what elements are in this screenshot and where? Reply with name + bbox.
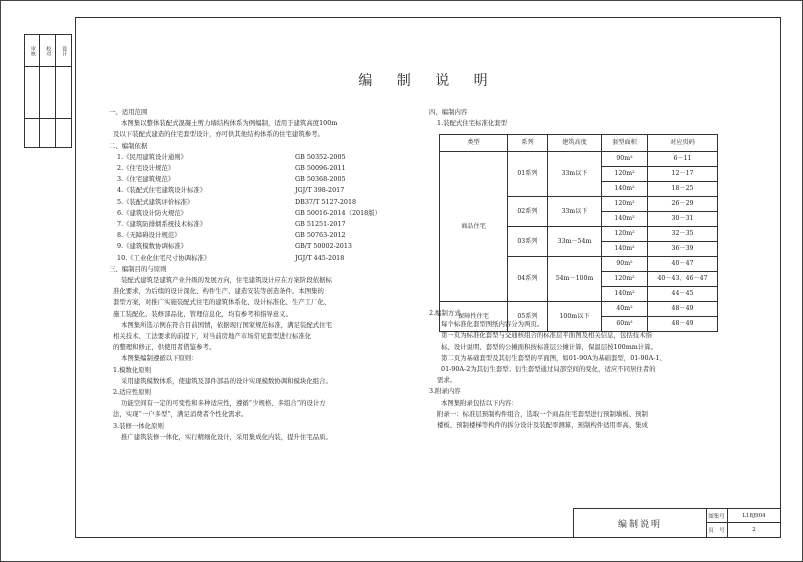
table-row: [440, 152, 718, 167]
area-cell: 120m²: [602, 167, 648, 182]
pages-cell: 40－47: [648, 257, 718, 272]
sub-heading: 3.附录内容: [429, 387, 461, 396]
area-cell: 120m²: [602, 197, 648, 212]
table-header-cell: 系列: [508, 135, 548, 152]
standard-name: 10.《工业化住宅尺寸协调标准》: [117, 253, 211, 262]
series-cell: 02系列: [508, 197, 548, 227]
section-heading: 二、编制依据: [109, 141, 148, 150]
side-cell: 审核: [25, 35, 40, 67]
area-cell: 120m²: [602, 272, 648, 287]
standard-code: GB/T 50002-2013: [295, 242, 353, 251]
standard-name: 5.《装配式建筑评价标准》: [117, 197, 194, 206]
standard-item: [109, 163, 419, 174]
standard-code: GB 50096-2011: [295, 164, 346, 173]
area-cell: 140m²: [602, 242, 648, 257]
height-cell: 33m以下: [548, 152, 602, 197]
text-line: 相关技术、工法要求的前提下，对当前房地产市场常见套型进行标准化: [113, 332, 312, 341]
standard-code: GB 50763-2012: [295, 231, 346, 240]
area-cell: 140m²: [602, 287, 648, 302]
table-header-cell: 建筑高度: [548, 135, 602, 152]
text-line: 本图集以整体装配式混凝土剪力墙结构体系为例编制，适用于建筑高度100m: [121, 119, 338, 128]
right-column-lower: [429, 308, 774, 431]
side-cell: [25, 119, 40, 147]
title-block-name: 编制说明: [574, 509, 707, 537]
page-label: 页 号: [706, 523, 728, 537]
area-cell: 60m²: [602, 317, 648, 332]
standard-name: 1.《民用建筑设计通则》: [117, 152, 188, 161]
standard-item: [109, 219, 419, 230]
side-cell: [56, 67, 71, 119]
standards-list: [109, 152, 419, 264]
standard-code: JGJ/T 445-2018: [295, 253, 345, 262]
text-line: 功能空间有一定的可变性和多种适应性，遵循“少规格、多组合”的设计方: [121, 399, 326, 408]
type-cell: 保障性住宅: [440, 302, 508, 332]
standard-name: 3.《住宅建筑规范》: [117, 175, 175, 184]
table-header-cell: 对应页码: [648, 135, 718, 152]
side-cell: [25, 67, 40, 119]
area-cell: 90m²: [602, 152, 648, 167]
height-cell: 33m－54m: [548, 227, 602, 257]
title-block-grid: [706, 509, 780, 537]
standard-name: 4.《装配式住宅建筑设计标准》: [117, 186, 207, 195]
standard-name: 9.《建筑模数协调标准》: [117, 242, 188, 251]
text-line: 需求。: [437, 376, 457, 385]
text-line: 第二页为基础套型及其衍生套型的平面图，如01-90A为基础套型，01-90A-1、: [441, 353, 666, 362]
left-column: [109, 107, 419, 443]
section-heading: 四、编制内容: [429, 108, 468, 116]
side-cell: 校对: [40, 35, 55, 67]
pages-cell: 48－49: [648, 317, 718, 332]
principles-text: [109, 275, 419, 443]
text-line: 准化要求，为后续的设计深化、构件生产、建造安装等创造条件。本图集的: [113, 287, 324, 296]
height-cell: 100m以下: [548, 302, 602, 332]
pages-cell: 36－39: [648, 242, 718, 257]
standard-item: [109, 185, 419, 196]
pages-cell: 6－11: [648, 152, 718, 167]
atlas-number: L18J904: [728, 509, 780, 523]
text-line: 的整理和修正，供使用者借鉴参考。: [113, 343, 216, 352]
side-cell: [40, 67, 55, 119]
pages-cell: 18－25: [648, 182, 718, 197]
page-number: 2: [752, 527, 756, 533]
text-line: 推广建筑装修一体化，实行精细化设计，采用集成化内装，提升住宅品质。: [121, 432, 332, 441]
text-line: 及以下装配式建造的住宅套型设计，亦可供其他结构体系的住宅建筑参考。: [113, 130, 324, 139]
standard-item: [109, 241, 419, 252]
standard-code: GB 50016-2014（2018版）: [295, 208, 382, 217]
appendix-text: [429, 398, 774, 432]
text-line: 每个标准化套型图纸内容分为两页。: [441, 320, 544, 329]
text-line: 施工装配化、装修部品化、管理信息化，均有参考和指导意义。: [113, 309, 292, 318]
height-cell: 54m－100m: [548, 257, 602, 302]
standard-name: 2.《住宅设计规范》: [117, 164, 175, 173]
pages-cell: 48－49: [648, 302, 718, 317]
sub-heading: 1.装配式住宅标准化套型: [437, 119, 508, 128]
standard-item: [109, 197, 419, 208]
standard-code: JGJ/T 398-2017: [295, 186, 345, 195]
atlas-label: 图集号: [706, 509, 728, 523]
area-cell: 140m²: [602, 182, 648, 197]
type-cell: 商品住宅: [440, 152, 508, 302]
sub-heading: 2.编制方式: [429, 309, 461, 317]
side-cell: 设计: [56, 35, 71, 67]
text-line: 本图集附录包括以下内容：: [441, 398, 518, 407]
pages-cell: 30－31: [648, 212, 718, 227]
right-column: [429, 107, 774, 129]
area-cell: 40m²: [602, 302, 648, 317]
pages-cell: 26－29: [648, 197, 718, 212]
standard-name: 8.《无障碍设计规范》: [117, 231, 181, 240]
text-line: 1.模数化原则: [113, 365, 152, 374]
approval-side-table: [24, 34, 72, 148]
pages-cell: 32－35: [648, 227, 718, 242]
text-line: 本图集所选示例在符合目前国情，依据现行国家规范标准，满足装配式住宅: [121, 320, 332, 329]
text-line: 套型方案，对推广实施装配式住宅的建筑体系化、设计标准化、生产工厂化、: [113, 298, 331, 307]
pages-cell: 44－45: [648, 287, 718, 302]
text-line: 第一页为标准化套型与交通核组合的标准层平面图及相关信息，包括技术指: [441, 331, 652, 340]
standard-code: DB37/T 5127-2018: [295, 197, 357, 206]
standard-item: [109, 253, 419, 264]
text-line: 3.装修一体化原则: [113, 421, 164, 430]
area-cell: 140m²: [602, 212, 648, 227]
height-cell: 33m以下: [548, 197, 602, 227]
text-line: 本图集编制遵循以下原则：: [121, 354, 198, 363]
section-heading: 一、适用范围: [109, 108, 148, 116]
standard-code: GB 51251-2017: [295, 220, 346, 229]
standard-code: GB 50352-2005: [295, 152, 346, 161]
section-heading: 三、编制目的与原则: [109, 264, 167, 273]
series-cell: 05系列: [508, 302, 548, 332]
pages-cell: 40－43、46－47: [648, 272, 718, 287]
standard-name: 6.《建筑设计防火规范》: [117, 208, 188, 217]
text-line: 楼板、预制楼梯等构件的拆分设计及装配率测算，预制构件适用率高、集成: [437, 421, 648, 430]
standard-code: GB 50368-2005: [295, 175, 346, 184]
standard-unit-table: [439, 134, 718, 332]
text-line: 装配式建筑是建筑产业升级的发展方向，住宅建筑设计应在方案阶段依据标: [121, 276, 332, 285]
standard-item: [109, 208, 419, 219]
method-text: [429, 319, 774, 386]
table-header-cell: 类型: [440, 135, 508, 152]
standard-item: [109, 174, 419, 185]
text-line: 01-90A-2为其衍生套型；衍生套型通过局部空间的变化，适应不同居住者的: [441, 365, 656, 374]
area-cell: 90m²: [602, 257, 648, 272]
standard-item: [109, 152, 419, 163]
title-block: [573, 508, 781, 538]
standard-name: 7.《建筑防排烟系统技术标准》: [117, 220, 207, 229]
table-header-row: [440, 135, 718, 152]
text-line: 法，实现“一户多型”，满足消费者个性化需求。: [113, 410, 248, 419]
series-cell: 03系列: [508, 227, 548, 257]
series-cell: 04系列: [508, 257, 548, 302]
area-cell: 120m²: [602, 227, 648, 242]
side-cell: [40, 119, 55, 147]
table-header-cell: 套型面积: [602, 135, 648, 152]
standard-item: [109, 230, 419, 241]
side-cell: [56, 119, 71, 147]
series-cell: 01系列: [508, 152, 548, 197]
text-line: 2.适应性原则: [113, 388, 152, 397]
text-line: 附录一：标准层预制构件组合，选取一个商品住宅套型进行预制墙板、预制: [437, 409, 648, 418]
text-line: 标、设计说明、套型的公摊面积按标准层公摊计算，保温层按100mm计算。: [441, 342, 658, 351]
pages-cell: 12－17: [648, 167, 718, 182]
page-title: 编 制 说 明: [358, 73, 498, 89]
text-line: 采用建筑模数体系，使建筑及部件部品的设计实现模数协调和模块化组合。: [121, 376, 332, 385]
